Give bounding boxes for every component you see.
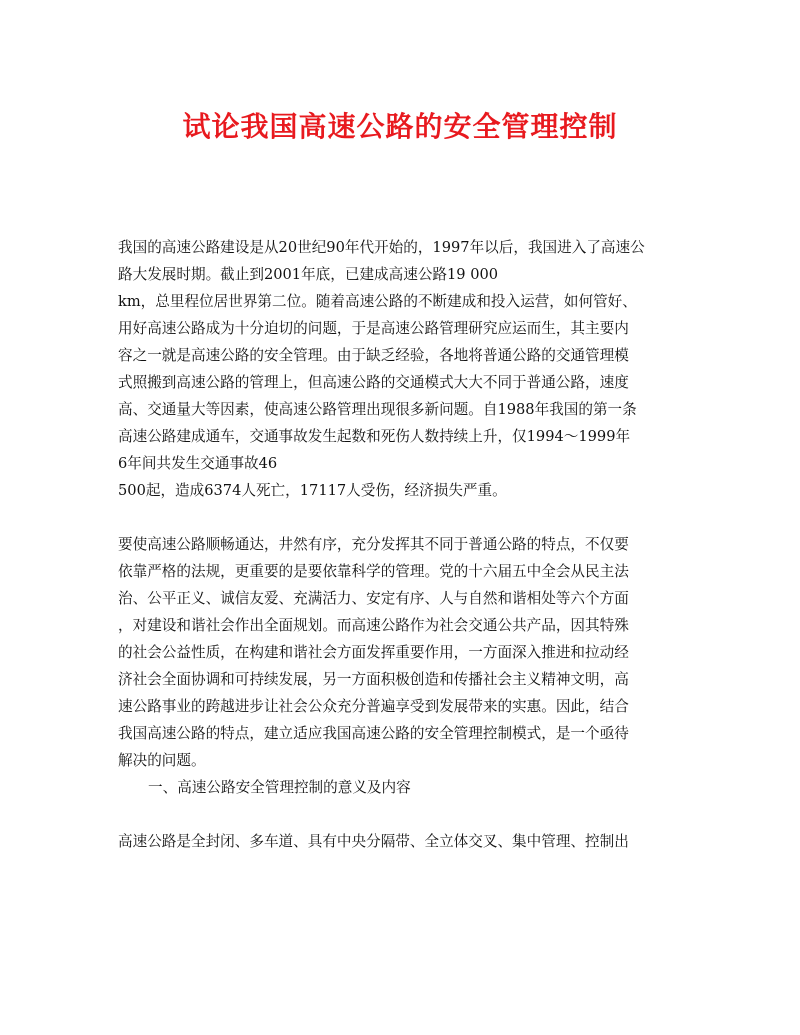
- paragraph-line: 500起，造成6374人死亡，17117人受伤，经济损失严重。: [118, 482, 507, 499]
- paragraph-line: 式照搬到高速公路的管理上，但高速公路的交通模式大大不同于普通公路，速度: [118, 374, 629, 391]
- paragraph-line: 6年间共发生交通事故46: [118, 455, 278, 472]
- paragraph-line: 高速公路建成通车，交通事故发生起数和死伤人数持续上升，仅1994～1999年: [118, 428, 631, 445]
- paragraph-line: 我国的高速公路建设是从20世纪90年代开始的，1997年以后，我国进入了高速公: [118, 239, 645, 256]
- paragraph-line: 解决的问题。: [118, 752, 206, 769]
- paragraph-line: 路大发展时期。截止到2001年底，已建成高速公路19 000: [118, 266, 499, 283]
- paragraph-line: 容之一就是高速公路的安全管理。由于缺乏经验，各地将普通公路的交通管理模: [118, 347, 629, 364]
- document-title: 试论我国高速公路的安全管理控制: [182, 110, 618, 143]
- paragraph-line: km，总里程位居世界第二位。随着高速公路的不断建成和投入运营，如何管好、: [118, 293, 637, 310]
- paragraph-line: 用好高速公路成为十分迫切的问题，于是高速公路管理研究应运而生，其主要内: [118, 320, 629, 337]
- paragraph-line: 我国高速公路的特点，建立适应我国高速公路的安全管理控制模式，是一个亟待: [118, 725, 629, 742]
- paragraph-line: 速公路事业的跨越进步让社会公众充分普遍享受到发展带来的实惠。因此，结合: [118, 698, 629, 715]
- paragraph-line: 的社会公益性质，在构建和谐社会方面发挥重要作用，一方面深入推进和拉动经: [118, 644, 629, 661]
- paragraph-line: 济社会全面协调和可持续发展，另一方面积极创造和传播社会主义精神文明，高: [118, 671, 629, 688]
- paragraph-line: 高速公路是全封闭、多车道、具有中央分隔带、全立体交叉、集中管理、控制出: [118, 833, 629, 850]
- paragraph-line: 依靠严格的法规，更重要的是要依靠科学的管理。党的十六届五中全会从民主法: [118, 563, 629, 580]
- paragraph-line: 高、交通量大等因素，使高速公路管理出现很多新问题。自1988年我国的第一条: [118, 401, 637, 418]
- paragraph-line: 治、公平正义、诚信友爱、充满活力、安定有序、人与自然和谐相处等六个方面: [118, 590, 629, 607]
- section-heading: 一、高速公路安全管理控制的意义及内容: [148, 779, 411, 796]
- paragraph-line: ，对建设和谐社会作出全面规划。而高速公路作为社会交通公共产品，因其特殊: [118, 617, 629, 634]
- paragraph-line: 要使高速公路顺畅通达，井然有序，充分发挥其不同于普通公路的特点，不仅要: [118, 536, 629, 553]
